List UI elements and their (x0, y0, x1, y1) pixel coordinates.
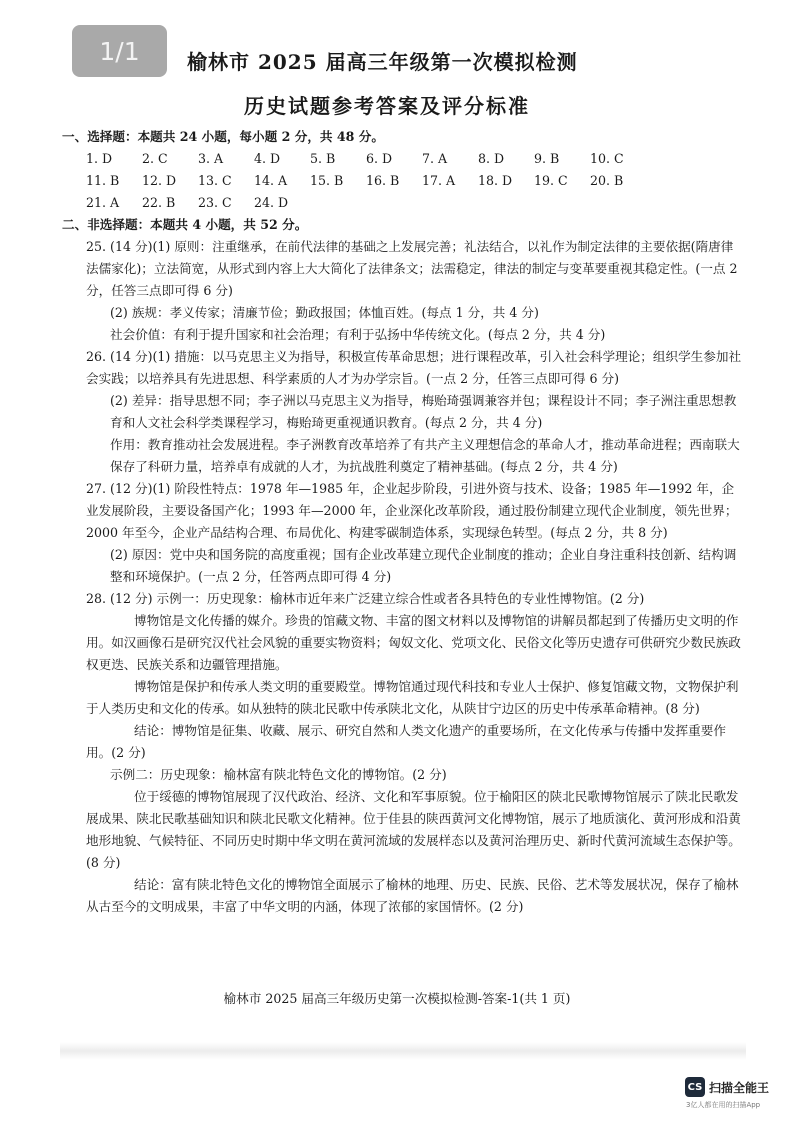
q25-part1: 25. (14 分)(1) 原则：注重继承，在前代法律的基础之上发展完善；礼法结合，以礼作为制定法律的主要依据(隋唐律法儒家化)；立法简宽，从形式到内容上大大简化了法律条文；法需稳定，律法的制定与变革要重视其稳定性。(一点 2 分，任答三点即可得 6 分) (86, 239, 738, 298)
page-badge: 1/1 (72, 25, 167, 77)
document-subtitle: 历史试题参考答案及评分标准 (244, 94, 530, 118)
answer-item: 2. C (142, 151, 168, 166)
q25-part3: 社会价值：有利于提升国家和社会治理；有利于弘扬中华传统文化。(每点 2 分，共 4 分) (110, 327, 606, 342)
answer-item: 21. A (86, 195, 120, 210)
watermark-brand: 扫描全能王 (709, 1080, 770, 1095)
answer-item: 20. B (590, 173, 624, 188)
q27-part1: 27. (12 分)(1) 阶段性特点：1978 年—1985 年，企业起步阶段，引进外资与技术、设备；1985 年—1992 年，企业发展阶段，主要设备国产化；1993 年—2000 年，企业深化改革阶段，通过股份制建立现代企业制度，领先世界；2000 年至今，企业产品结构合理、布局优化、构建零碳制造体系，实现绿色转型。(每点 2 分，共 8 分) (86, 481, 738, 540)
answer-item: 24. D (254, 195, 289, 210)
watermark-tagline: 3亿人都在用的扫描App (686, 1101, 761, 1109)
answer-item: 11. B (86, 173, 120, 188)
question-25 (86, 236, 742, 346)
question-26 (86, 346, 742, 478)
q28-part5: 示例二：历史现象：榆林富有陕北特色文化的博物馆。(2 分) (110, 767, 447, 782)
q28-part6: 位于绥德的博物馆展现了汉代政治、经济、文化和军事原貌。位于榆阳区的陕北民歌博物馆展示了陕北民歌发展成果、陕北民歌基础知识和陕北民歌文化精神。位于佳县的陕西黄河文化博物馆，展示了地质演化、黄河形成和沿黄地形地貌、气候特征、不同历史时期中华文明在黄河流域的发展样态以及黄河治理历史、新时代黄河流域生态保护等。(8 分) (86, 789, 741, 870)
section-1-heading: 一、选择题：本题共 24 小题，每小题 2 分，共 48 分。 (62, 129, 384, 144)
q28-part3: 博物馆是保护和传承人类文明的重要殿堂。博物馆通过现代科技和专业人士保护、修复馆藏文物，文物保护利于人类历史和文化的传承。如从独特的陕北民歌中传承陕北文化，从陕甘宁边区的历史中传承革命精神。(8 分) (86, 679, 739, 716)
answer-item: 17. A (422, 173, 456, 188)
scan-shadow-divider (60, 1042, 746, 1060)
question-28 (86, 588, 742, 918)
q27-part2: (2) 原因：党中央和国务院的高度重视；国有企业改革建立现代企业制度的推动；企业自身注重科技创新、结构调整和环境保护。(一点 2 分，任答两点即可得 4 分) (110, 547, 737, 584)
q28-part1: 28. (12 分) 示例一：历史现象：榆林市近年来广泛建立综合性或者各具特色的专业性博物馆。(2 分) (86, 591, 645, 606)
question-27 (86, 478, 742, 588)
answer-item: 8. D (478, 151, 505, 166)
answer-item: 10. C (590, 151, 624, 166)
q26-part1: 26. (14 分)(1) 措施：以马克思主义为指导，积极宣传革命思想；进行课程改革，引入社会科学理论；组织学生参加社会实践；以培养具有先进思想、科学素质的人才为办学宗旨。(一点 2 分，任答三点即可得 6 分) (86, 349, 742, 386)
scanner-watermark (685, 1077, 769, 1097)
camscanner-logo-icon: CS (685, 1077, 705, 1097)
answer-item: 13. C (198, 173, 232, 188)
answer-item: 3. A (198, 151, 224, 166)
answer-item: 22. B (142, 195, 176, 210)
q26-part3: 作用：教育推动社会发展进程。李子洲教育改革培养了有共产主义理想信念的革命人才，推动革命进程；西南联大保存了科研力量，培养卓有成就的人才，为抗战胜利奠定了精神基础。(每点 2 分，共 4 分) (110, 437, 740, 474)
q25-part2: (2) 族规：孝义传家；清廉节俭；勤政报国；体恤百姓。(每点 1 分，共 4 分) (110, 305, 539, 320)
answer-content (62, 126, 742, 918)
answer-item: 4. D (254, 151, 281, 166)
answer-item: 14. A (254, 173, 288, 188)
answer-item: 19. C (534, 173, 568, 188)
q28-part4: 结论：博物馆是征集、收藏、展示、研究自然和人类文化遗产的重要场所，在文化传承与传播中发挥重要作用。(2 分) (86, 723, 726, 760)
answer-item: 6. D (366, 151, 393, 166)
answer-item: 5. B (310, 151, 336, 166)
answer-item: 1. D (86, 151, 113, 166)
section-2-heading: 二、非选择题：本题共 4 小题，共 52 分。 (62, 217, 308, 232)
answer-item: 15. B (310, 173, 344, 188)
q26-part2: (2) 差异：指导思想不同；李子洲以马克思主义为指导，梅贻琦强调兼容并包；课程设计不同；李子洲注重思想教育和人文社会科学类课程学习，梅贻琦更重视通识教育。(每点 2 分，共 4 分) (110, 393, 737, 430)
answer-item: 18. D (478, 173, 513, 188)
answer-item: 16. B (366, 173, 400, 188)
answer-item: 23. C (198, 195, 232, 210)
document-title: 榆林市 2025 届高三年级第一次模拟检测 (187, 50, 578, 74)
q28-part7: 结论：富有陕北特色文化的博物馆全面展示了榆林的地理、历史、民族、民俗、艺术等发展状况，保存了榆林从古至今的文明成果，丰富了中华文明的内涵，体现了浓郁的家国情怀。(2 分) (86, 877, 739, 914)
answer-item: 12. D (142, 173, 177, 188)
q28-part2: 博物馆是文化传播的媒介。珍贵的馆藏文物、丰富的图文材料以及博物馆的讲解员都起到了传播历史文明的作用。如汉画像石是研究汉代社会风貌的重要实物资料；匈奴文化、党项文化、民俗文化等历史遗存可供研究少数民族政权更迭、民族关系和边疆管理措施。 (86, 613, 741, 672)
choice-answer-grid (86, 148, 742, 214)
answer-item: 9. B (534, 151, 560, 166)
answer-item: 7. A (422, 151, 448, 166)
page-footer: 榆林市 2025 届高三年级历史第一次模拟检测-答案-1(共 1 页) (223, 991, 571, 1006)
